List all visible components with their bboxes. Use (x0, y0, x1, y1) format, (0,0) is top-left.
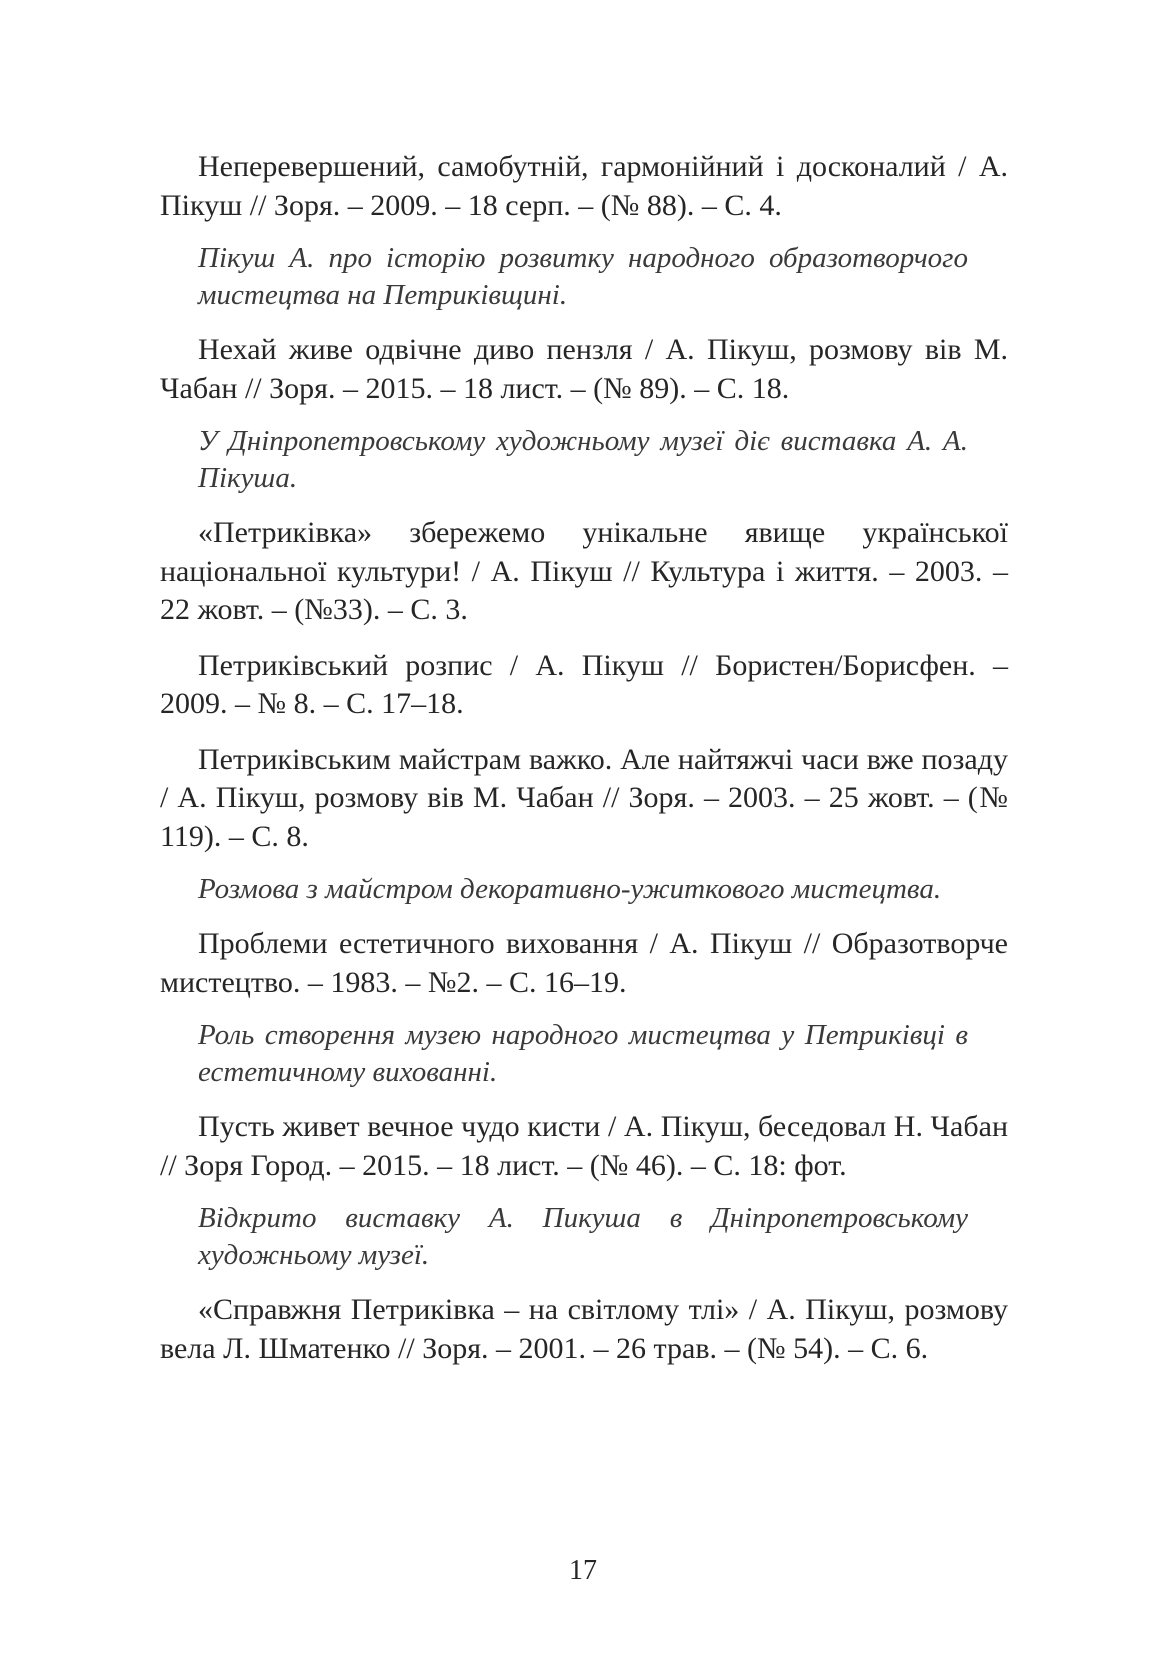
entry-annotation: Пікуш А. про історію розвитку народного образотворчого мистецтва на Петриківщині. (198, 242, 968, 311)
bibliography-entry (160, 148, 1008, 314)
bibliography-entry (160, 514, 1008, 630)
bibliography-entry (160, 1108, 1008, 1274)
bibliography-entry (160, 647, 1008, 724)
entry-title: «Справжня Петриківка – на світлому тлі» / А. Пікуш, розмову вела Л. Шматенко // Зоря. – 2001. – 26 трав. – (№ 54). – С. 6. (160, 1293, 1008, 1365)
entry-title: Нехай живе одвічне диво пензля / А. Пікуш, розмову вів М. Чабан // Зоря. – 2015. – 18 лист. – (№ 89). – С. 18. (160, 333, 1008, 405)
entry-title: Петриківським майстрам важко. Але найтяжчі часи вже позаду / А. Пікуш, розмову вів М. Чабан // Зоря. – 2003. – 25 жовт. – (№ 119). – С. 8. (160, 742, 1008, 853)
entry-title: Пусть живет вечное чудо кисти / А. Пікуш, беседовал Н. Чабан // Зоря Город. – 2015. – 18 лист. – (№ 46). – С. 18: фот. (160, 1110, 1008, 1182)
entry-title: Проблеми естетичного виховання / А. Пікуш // Образотворче мистецтво. – 1983. – №2. – С. 16–19. (160, 927, 1008, 999)
bibliography-entry (160, 331, 1008, 497)
bibliography-entry (160, 925, 1008, 1091)
entry-annotation: Розмова з майстром декоративно-ужиткового мистецтва. (198, 873, 942, 905)
entry-title: Петриківський розпис / А. Пікуш // Бористен/Борисфен. – 2009. – № 8. – С. 17–18. (160, 648, 1008, 720)
entry-annotation: Роль створення музею народного мистецтва у Петриківці в естетичному вихованні. (198, 1019, 968, 1088)
entry-title: «Петриківка» збережемо унікальне явище української національної культури! / А. Пікуш // Культура і життя. – 2003. – 22 жовт. – (№33). – С. 3. (160, 516, 1008, 626)
bibliography-entry (160, 1291, 1008, 1368)
entry-title: Неперевершений, самобутній, гармонійний і досконалий / А. Пікуш // Зоря. – 2009. – 18 серп. – (№ 88). – С. 4. (160, 150, 1008, 222)
bibliography-entry (160, 741, 1008, 909)
entry-annotation: Відкрито виставку А. Пикуша в Дніпропетровському художньому музеї. (198, 1202, 968, 1271)
bibliography-list (160, 148, 1008, 1368)
page-number: 17 (569, 1555, 597, 1586)
entry-annotation: У Дніпропетровському художньому музеї діє виставка А. А. Пікуша. (198, 425, 968, 494)
